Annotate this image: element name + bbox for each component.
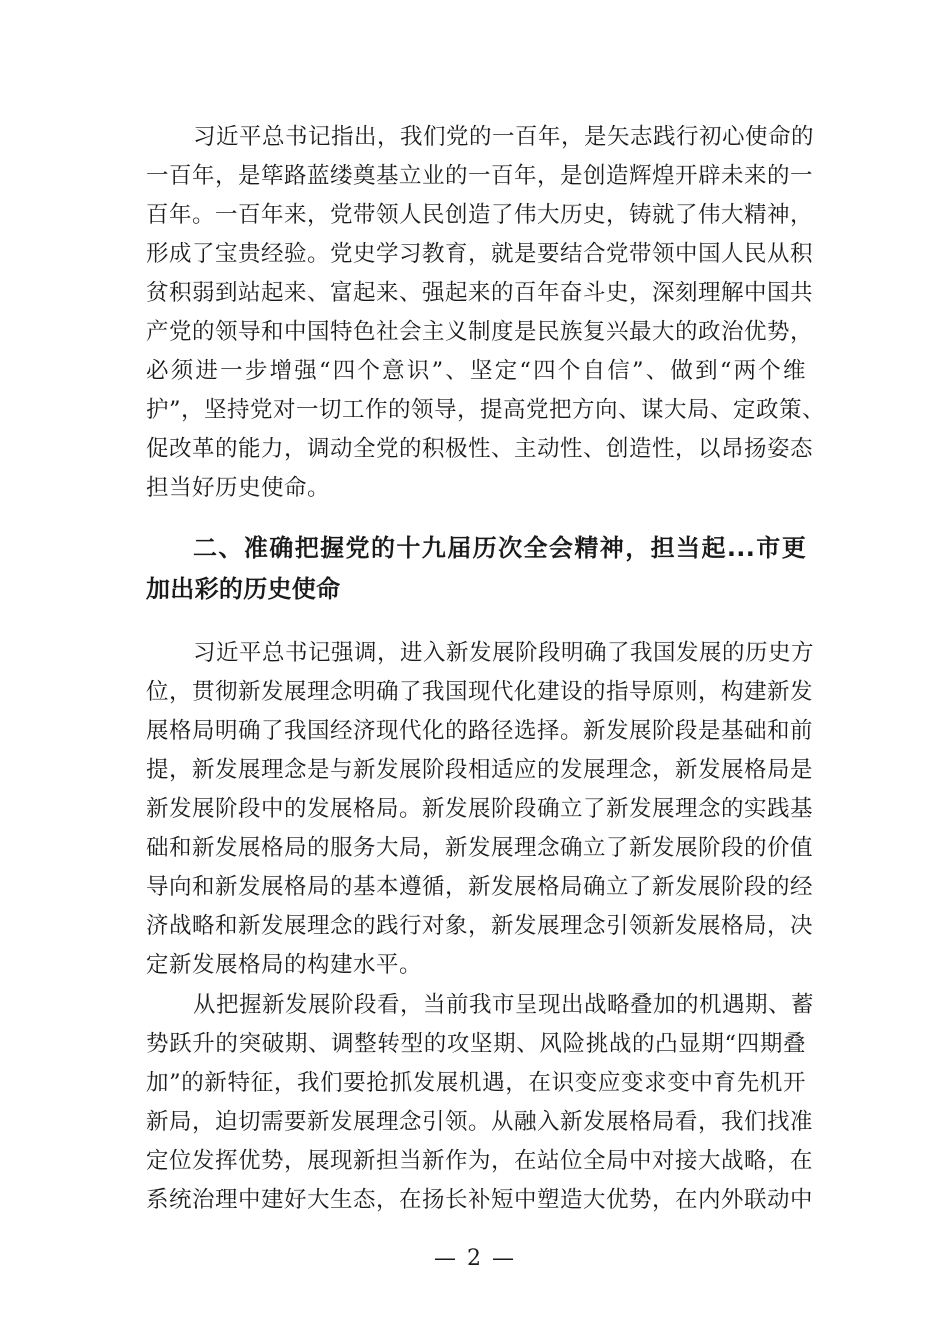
paragraph-2-line: 础和新发展格局的服务大局，新发展理念确立了新发展阶段的价值 [146, 835, 814, 861]
paragraph-1-line: 产党的领导和中国特色社会主义制度是民族复兴最大的政治优势， [146, 319, 814, 345]
paragraph-3-line: 从把握新发展阶段看，当前我市呈现出战略叠加的机遇期、蓄 [193, 992, 815, 1018]
paragraph-1-line: 形成了宝贵经验。党史学习教育，就是要结合党带领中国人民从积 [146, 241, 814, 267]
paragraph-3-line: 定位发挥优势，展现新担当新作为，在站位全局中对接大战略，在 [146, 1148, 814, 1174]
paragraph-1-line: 习近平总书记指出，我们党的一百年，是矢志践行初心使命的 [193, 124, 815, 150]
paragraph-3-line: 势跃升的突破期、调整转型的攻坚期、风险挑战的凸显期“四期叠 [146, 1031, 806, 1057]
paragraph-1-line: 贫积弱到站起来、富起来、强起来的百年奋斗史，深刻理解中国共 [146, 280, 814, 306]
paragraph-1-line: 一百年，是筚路蓝缕奠基立业的一百年，是创造辉煌开辟未来的一 [146, 163, 814, 189]
paragraph-3-line: 加”的新特征，我们要抢抓发展机遇，在识变应变求变中育先机开 [146, 1070, 806, 1096]
paragraph-1-line: 必须进一步增强“四个意识”、坚定“四个自信”、做到“两个维 [146, 358, 806, 384]
paragraph-2-line: 习近平总书记强调，进入新发展阶段明确了我国发展的历史方 [193, 640, 815, 666]
paragraph-1-line: 担当好历史使命。 [146, 475, 331, 501]
paragraph-3-line: 系统治理中建好大生态，在扬长补短中塑造大优势，在内外联动中 [146, 1187, 814, 1213]
paragraph-1-line: 促改革的能力，调动全党的积极性、主动性、创造性，以昂扬姿态 [146, 436, 814, 462]
section-heading-line: 加出彩的历史使命 [146, 575, 341, 603]
paragraph-2-line: 提，新发展理念是与新发展阶段相适应的发展理念，新发展格局是 [146, 757, 814, 783]
page-number: — 2 — [434, 1246, 516, 1271]
paragraph-2-line: 济战略和新发展理念的践行对象，新发展理念引领新发展格局，决 [146, 913, 814, 939]
paragraph-3-line: 新局，迫切需要新发展理念引领。从融入新发展格局看，我们找准 [146, 1109, 814, 1135]
paragraph-2-line: 新发展阶段中的发展格局。新发展阶段确立了新发展理念的实践基 [146, 796, 814, 822]
paragraph-2-line: 导向和新发展格局的基本遵循，新发展格局确立了新发展阶段的经 [146, 874, 814, 900]
paragraph-2-line: 定新发展格局的构建水平。 [146, 952, 423, 978]
paragraph-2-line: 展格局明确了我国经济现代化的路径选择。新发展阶段是基础和前 [146, 718, 814, 744]
paragraph-1-line: 护”，坚持党对一切工作的领导，提高党把方向、谋大局、定政策、 [146, 397, 826, 423]
section-heading-line: 二、准确把握党的十九届历次全会精神，担当起...市更 [193, 534, 806, 562]
paragraph-2-line: 位，贯彻新发展理念明确了我国现代化建设的指导原则，构建新发 [146, 679, 814, 705]
paragraph-1-line: 百年。一百年来，党带领人民创造了伟大历史，铸就了伟大精神， [146, 202, 814, 228]
